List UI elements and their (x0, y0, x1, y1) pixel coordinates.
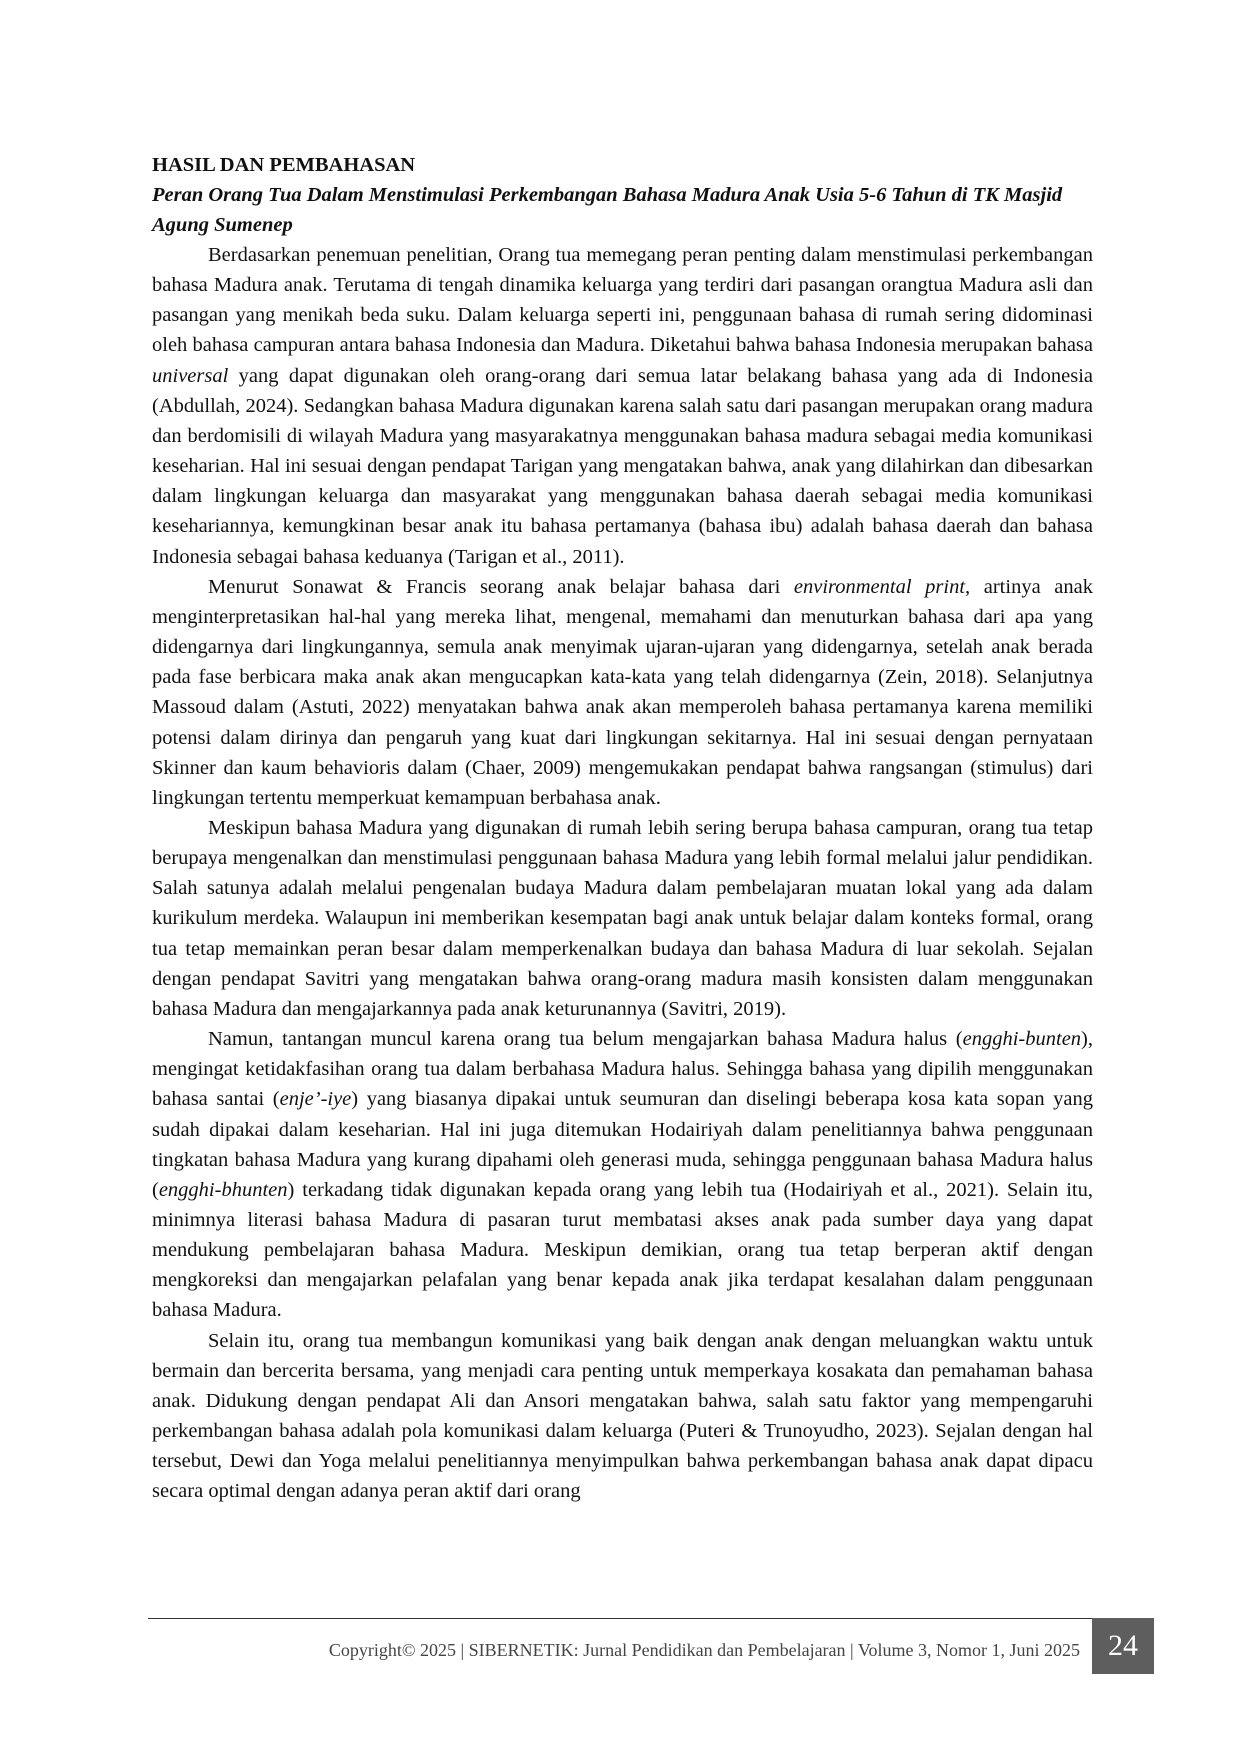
paragraph-text: Meskipun bahasa Madura yang digunakan di rumah lebih sering berupa bahasa campuran, orang tua tetap berupaya mengenalkan dan menstimulasi penggunaan bahasa Madura yang lebih formal melalui jalur pendidikan. Salah satunya adalah melalui pengenalan budaya Madura dalam pembelajaran muatan lokal yang ada dalam kurikulum merdeka. Walaupun ini memberikan kesempatan bagi anak untuk belajar dalam konteks formal, orang tua tetap memainkan peran besar dalam memperkenalkan budaya dan bahasa Madura di luar sekolah. Sejalan dengan pendapat Savitri yang mengatakan bahwa orang-orang madura masih konsisten dalam menggunakan bahasa Madura dan mengajarkannya pada anak keturunannya (Savitri, 2019). (152, 816, 1093, 1020)
article-body (152, 150, 1093, 1507)
paragraph (152, 1326, 1093, 1507)
section-heading: HASIL DAN PEMBAHASAN (152, 154, 416, 176)
paragraph (152, 572, 1093, 813)
paragraph-text: , artinya anak menginterpretasikan hal-hal yang mereka lihat, mengenal, memahami dan menuturkan bahasa dari apa yang didengarnya dari lingkungannya, semula anak menyimak ujaran-ujaran yang didengarnya, setelah anak berada pada fase berbicara maka anak akan mengucapkan kata-kata yang telah didengarnya (Zein, 2018). Selanjutnya Massoud dalam (Astuti, 2022) menyatakan bahwa anak akan memperoleh bahasa pertamanya karena memiliki potensi dalam dirinya dan pengaruh yang kuat dari lingkungan sekitarnya. Hal ini sesuai dengan pernyataan Skinner dan kaum behavioris dalam (Chaer, 2009) mengemukakan pendapat bahwa rangsangan (stimulus) dari lingkungan tertentu memperkuat kemampuan berbahasa anak. (152, 575, 1093, 809)
page-number: 24 (1092, 1618, 1154, 1674)
italic-term: enje’-iye (279, 1088, 352, 1111)
paragraph (152, 240, 1093, 572)
paragraph-text: Menurut Sonawat & Francis seorang anak belajar bahasa dari (208, 575, 794, 598)
italic-term: engghi-bhunten (158, 1178, 288, 1201)
paragraph-text: ), mengingat ketidakfasihan orang tua dalam berbahasa Madura halus. Sehingga bahasa yang dipilih menggunakan bahasa santai ( (152, 1028, 1093, 1111)
italic-term: environmental print (793, 575, 966, 598)
paragraph-text: Berdasarkan penemuan penelitian, Orang tua memegang peran penting dalam menstimulasi perkembangan bahasa Madura anak. Terutama di tengah dinamika keluarga yang terdiri dari pasangan orangtua Madura asli dan pasangan yang menikah beda suku. Dalam keluarga seperti ini, penggunaan bahasa di rumah sering didominasi oleh bahasa campuran antara bahasa Indonesia dan Madura. Diketahui bahwa bahasa Indonesia merupakan bahasa (152, 244, 1093, 357)
italic-term: engghi-bunten (962, 1028, 1082, 1051)
footer-copyright: Copyright© 2025 | SIBERNETIK: Jurnal Pendidikan dan Pembelajaran | Volume 3, Nomor 1, Juni 2025 (328, 1640, 1080, 1660)
paragraph-text: yang dapat digunakan oleh orang-orang dari semua latar belakang bahasa yang ada di Indonesia (Abdullah, 2024). Sedangkan bahasa Madura digunakan karena salah satu dari pasangan merupakan orang madura dan berdomisili di wilayah Madura yang masyarakatnya menggunakan bahasa madura sebagai media komunikasi keseharian. Hal ini sesuai dengan pendapat Tarigan yang mengatakan bahwa, anak yang dilahirkan dan dibesarkan dalam lingkungan keluarga dan masyarakat yang menggunakan bahasa daerah sebagai media komunikasi kesehariannya, kemungkinan besar anak itu bahasa pertamanya (bahasa ibu) adalah bahasa daerah dan bahasa Indonesia sebagai bahasa keduanya (Tarigan et al., 2011). (152, 364, 1093, 568)
italic-term: universal (152, 364, 229, 387)
paragraph (152, 813, 1093, 1024)
paragraph-text: Namun, tantangan muncul karena orang tua belum mengajarkan bahasa Madura halus ( (208, 1028, 963, 1051)
paragraph-text: ) terkadang tidak digunakan kepada orang yang lebih tua (Hodairiyah et al., 2021). Selain itu, minimnya literasi bahasa Madura di pasaran turut membatasi akses anak pada sumber daya yang dapat mendukung pembelajaran bahasa Madura. Meskipun demikian, orang tua tetap berperan aktif dengan mengkoreksi dan mengajarkan pelafalan yang benar kepada anak jika terdapat kesalahan dalam penggunaan bahasa Madura. (152, 1178, 1093, 1322)
paragraph-text: ) yang biasanya dipakai untuk seumuran dan diselingi beberapa kosa kata sopan yang sudah dipakai dalam keseharian. Hal ini juga ditemukan Hodairiyah dalam penelitiannya bahwa penggunaan tingkatan bahasa Madura yang kurang dipahami oleh generasi muda, sehingga penggunaan bahasa Madura halus ( (152, 1088, 1094, 1201)
footer-divider (148, 1618, 1096, 1619)
paragraph (152, 1024, 1093, 1326)
paragraph-text: Selain itu, orang tua membangun komunikasi yang baik dengan anak dengan meluangkan waktu untuk bermain dan bercerita bersama, yang menjadi cara penting untuk memperkaya kosakata dan pemahaman bahasa anak. Didukung dengan pendapat Ali dan Ansori mengatakan bahwa, salah satu faktor yang mempengaruhi perkembangan bahasa adalah pola komunikasi dalam keluarga (Puteri & Trunoyudho, 2023). Sejalan dengan hal tersebut, Dewi dan Yoga melalui penelitiannya menyimpulkan bahwa perkembangan bahasa anak dapat dipacu secara optimal dengan adanya peran aktif dari orang (152, 1329, 1093, 1503)
sub-heading: Peran Orang Tua Dalam Menstimulasi Perkembangan Bahasa Madura Anak Usia 5-6 Tahun di TK Masjid Agung Sumenep (152, 184, 1063, 236)
